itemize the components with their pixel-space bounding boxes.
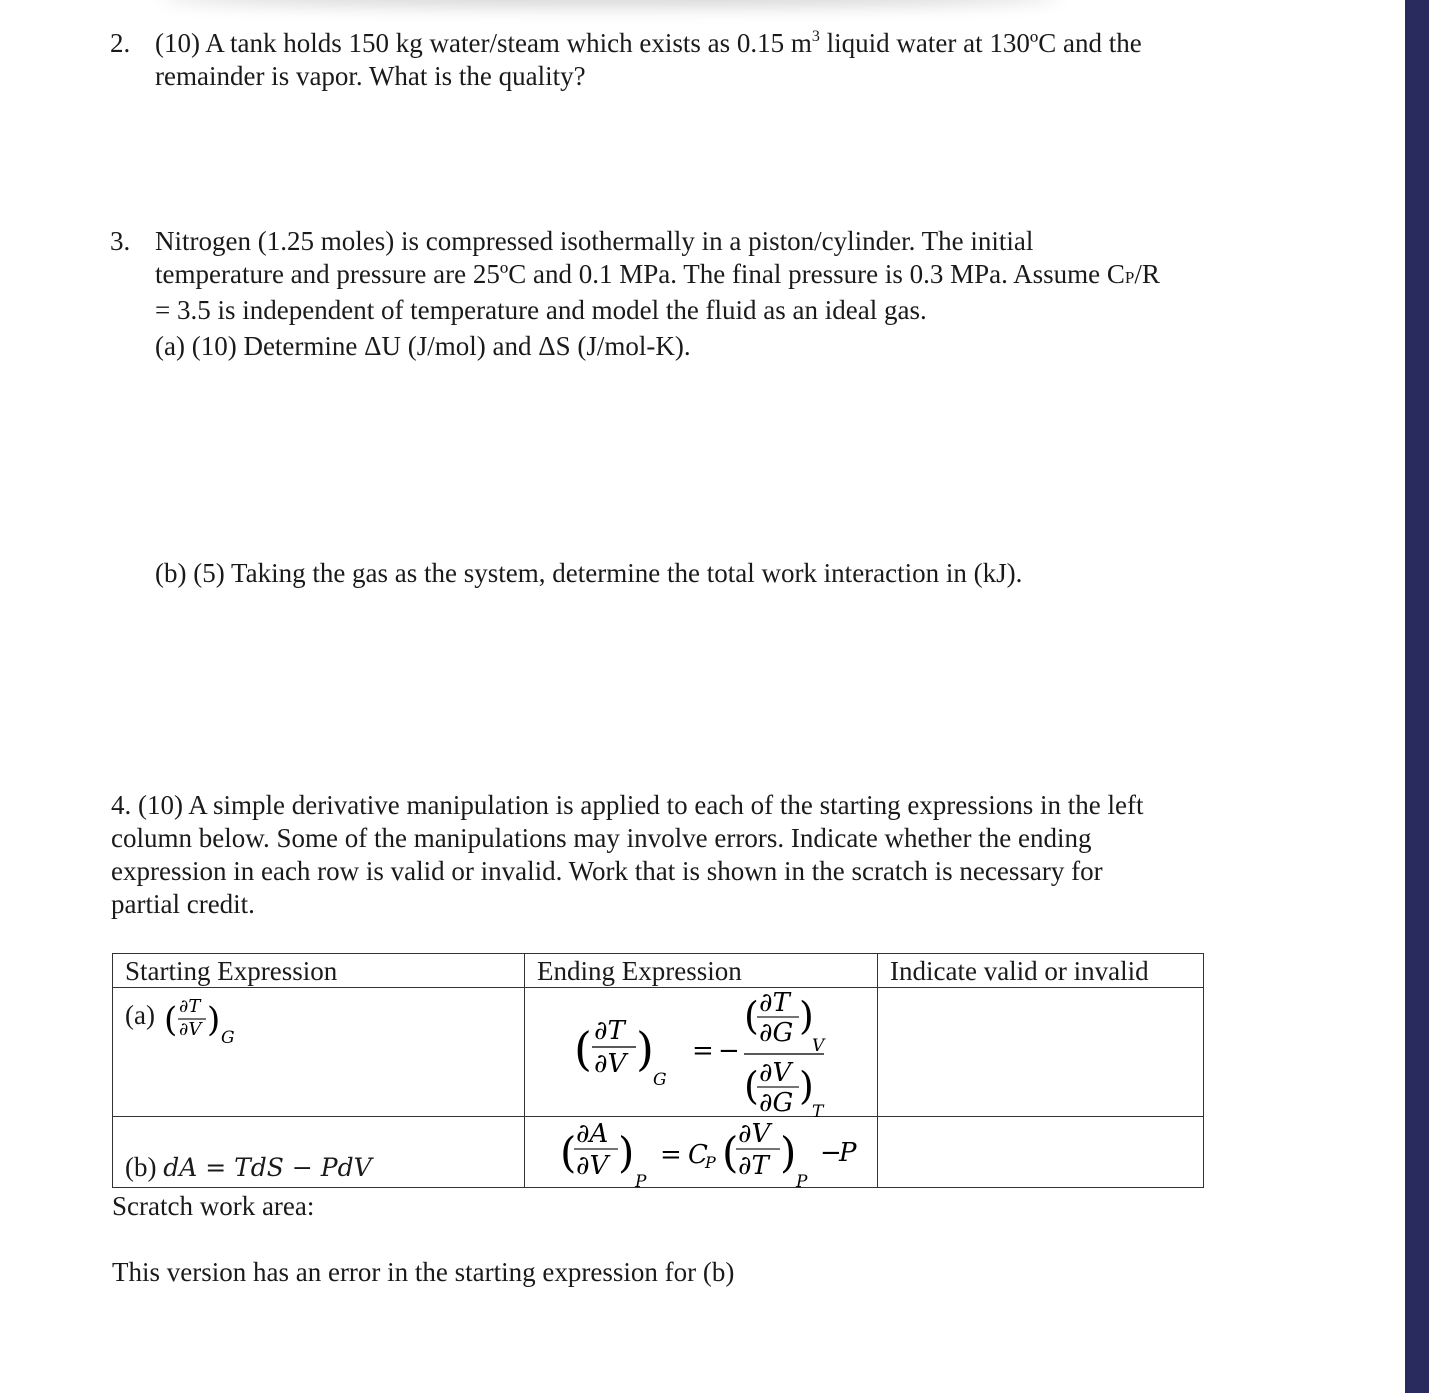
svg-text:): ) bbox=[780, 1128, 797, 1177]
row-a-end-lhs-numerator: ∂T bbox=[594, 1016, 625, 1046]
row-b-end-lhs-denominator: ∂V bbox=[576, 1151, 609, 1181]
row-a-end-bottom-numerator: ∂V bbox=[759, 1058, 792, 1088]
question-3-part-b: (b) (5) Taking the gas as the system, determine the total work interaction in (kJ). bbox=[155, 558, 1023, 588]
row-b-end-lhs-numerator: ∂A bbox=[576, 1119, 609, 1149]
svg-text:(: ( bbox=[560, 1128, 577, 1177]
svg-text:G: G bbox=[221, 1028, 235, 1048]
header-starting-expression: Starting Expression bbox=[125, 956, 338, 986]
svg-text:C: C bbox=[688, 1140, 708, 1170]
row-b-label: (b) bbox=[125, 1152, 157, 1182]
svg-text:): ) bbox=[799, 994, 814, 1038]
row-a-end-bottom-denominator: ∂G bbox=[759, 1088, 794, 1117]
derivative-table bbox=[112, 953, 1204, 1188]
row-a-end-lhs-denominator: ∂V bbox=[594, 1049, 627, 1079]
question-3-line-2: temperature and pressure are 25ºC and 0.1 MPa. The final pressure is 0.3 MPa. Assume CP/R bbox=[155, 259, 1160, 289]
svg-text:P: P bbox=[839, 1138, 857, 1168]
question-3-part-a: (a) (10) Determine ΔU (J/mol) and ΔS (J/mol-K). bbox=[155, 331, 691, 361]
row-a-ending-expression bbox=[574, 987, 844, 1117]
question-2-number: 2. bbox=[110, 28, 131, 58]
header-ending-expression: Ending Expression bbox=[537, 956, 742, 986]
table-border-right bbox=[1203, 953, 1204, 1188]
question-3-text bbox=[155, 225, 1160, 363]
question-3-line-1: Nitrogen (1.25 moles) is compressed isothermally in a piston/cylinder. The initial bbox=[155, 226, 1034, 256]
row-a-starting-expression bbox=[164, 989, 254, 1051]
question-2-text bbox=[155, 27, 1142, 93]
row-b-equation: dA = TdS − PdV bbox=[163, 1153, 372, 1182]
question-4-text bbox=[111, 789, 1221, 921]
svg-text:=: = bbox=[692, 1036, 714, 1066]
question-3-line-3: = 3.5 is independent of temperature and model the fluid as an ideal gas. bbox=[155, 295, 927, 325]
window-side-bar bbox=[1405, 0, 1429, 1393]
svg-text:): ) bbox=[636, 1022, 654, 1076]
question-2-line-1: (10) A tank holds 150 kg water/steam which exists as 0.15 $m^3$ liquid water at 130ºC and the bbox=[155, 28, 1142, 58]
svg-text:T: T bbox=[812, 1102, 824, 1117]
svg-text:): ) bbox=[618, 1128, 635, 1177]
table-col-divider-1 bbox=[524, 953, 525, 1188]
row-a-end-top-numerator: ∂T bbox=[759, 988, 790, 1018]
row-b-end-rhs-denominator: ∂T bbox=[738, 1151, 769, 1181]
svg-text:P: P bbox=[635, 1172, 647, 1189]
svg-text:): ) bbox=[799, 1064, 814, 1108]
svg-text:−: − bbox=[820, 1138, 842, 1168]
svg-text:−: − bbox=[718, 1036, 740, 1066]
svg-text:(: ( bbox=[744, 1064, 759, 1108]
svg-text:V: V bbox=[812, 1036, 825, 1056]
question-2-line-2: remainder is vapor. What is the quality? bbox=[155, 61, 586, 91]
scratch-work-label: Scratch work area: bbox=[112, 1191, 315, 1221]
question-4-line-1: 4. (10) A simple derivative manipulation is applied to each of the starting expressions in the left bbox=[111, 790, 1144, 820]
row-a-denominator: ∂V bbox=[179, 1019, 202, 1040]
table-border-left bbox=[112, 953, 113, 1188]
svg-text:=: = bbox=[660, 1140, 682, 1170]
svg-text:P: P bbox=[705, 1153, 716, 1172]
svg-text:(: ( bbox=[574, 1022, 592, 1076]
row-a-numerator: ∂T bbox=[179, 996, 201, 1017]
table-col-divider-2 bbox=[877, 953, 878, 1188]
row-a-label: (a) bbox=[125, 1000, 155, 1030]
svg-text:(: ( bbox=[744, 994, 759, 1038]
svg-text:G: G bbox=[653, 1070, 667, 1090]
row-b-ending-expression bbox=[560, 1117, 860, 1189]
svg-text:(: ( bbox=[722, 1128, 739, 1177]
row-b-starting-expression bbox=[125, 1151, 372, 1184]
table-border-top bbox=[112, 953, 1204, 954]
question-3-number: 3. bbox=[110, 226, 131, 256]
row-a-end-top-denominator: ∂G bbox=[759, 1018, 794, 1048]
header-valid-invalid: Indicate valid or invalid bbox=[890, 956, 1149, 986]
svg-text:): ) bbox=[207, 1000, 221, 1040]
svg-text:(: ( bbox=[164, 1000, 178, 1040]
row-b-end-rhs-numerator: ∂V bbox=[738, 1119, 771, 1149]
question-4-line-2: column below. Some of the manipulations may involve errors. Indicate whether the ending bbox=[111, 823, 1092, 853]
question-4-line-3: expression in each row is valid or invalid. Work that is shown in the scratch is necessary for bbox=[111, 856, 1103, 886]
svg-text:P: P bbox=[796, 1172, 808, 1189]
version-note: This version has an error in the starting expression for (b) bbox=[112, 1257, 735, 1287]
question-4-line-4: partial credit. bbox=[111, 889, 255, 919]
